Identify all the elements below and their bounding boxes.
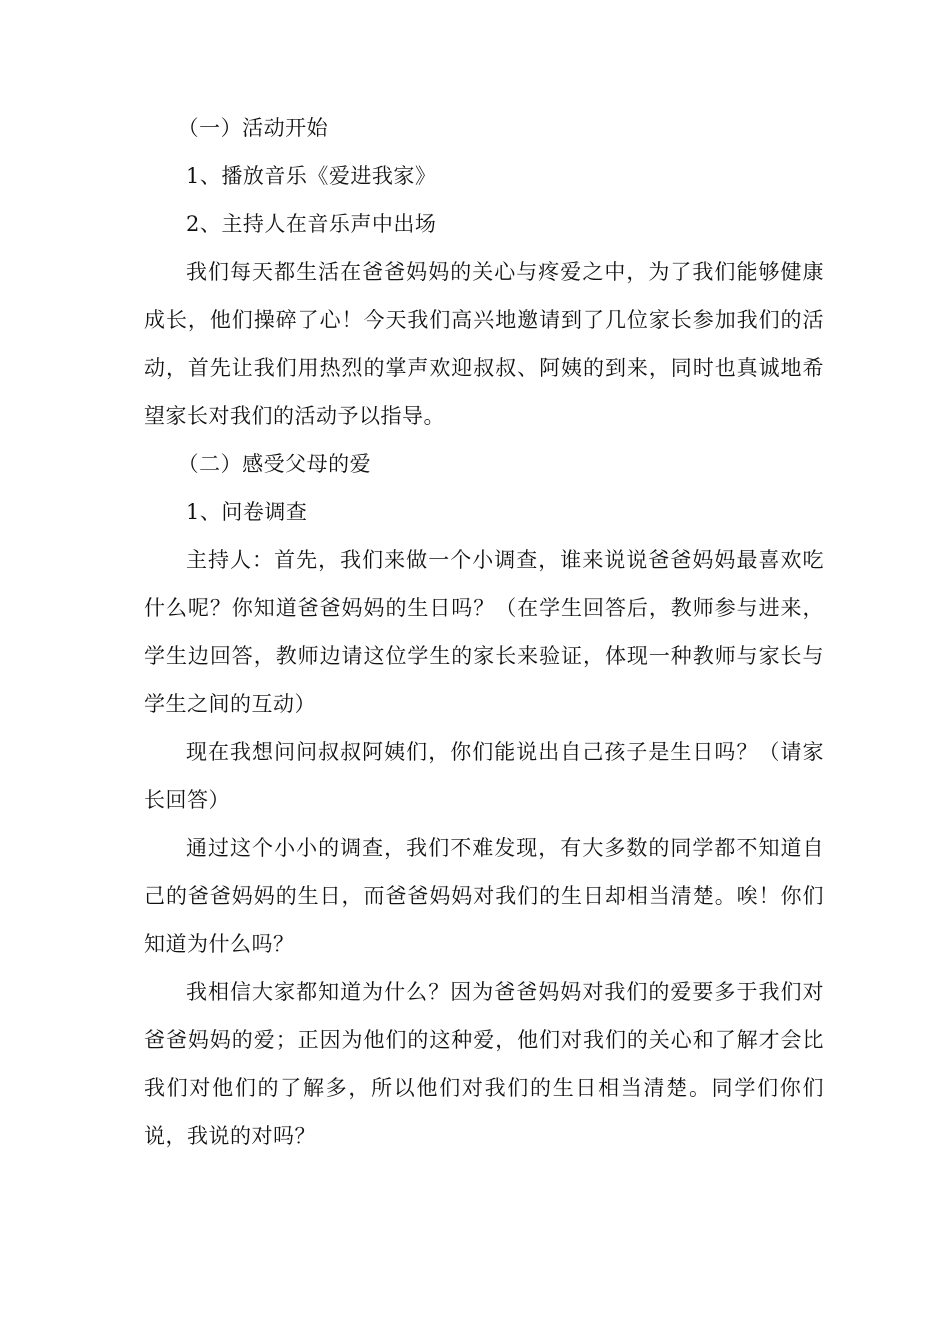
section-heading-feel-parents-love: （二）感受父母的爱 xyxy=(177,452,372,476)
paragraph-reason: 我相信大家都知道为什么？因为爸爸妈妈对我们的爱要多于我们对爸爸妈妈的爱；正因为他们的这种爱，他们对我们的关心和了解才会比我们对他们的了解多，所以他们对我们的生日相当清楚。同学们你们说，我说的对吗？ xyxy=(144,980,824,1148)
step-questionnaire: 1、问卷调查 xyxy=(186,500,308,524)
step-play-music: 1、播放音乐《爱进我家》 xyxy=(186,164,437,188)
paragraph-welcome: 我们每天都生活在爸爸妈妈的关心与疼爱之中，为了我们能够健康成长，他们操碎了心！今天我们高兴地邀请到了几位家长参加我们的活动，首先让我们用热烈的掌声欢迎叔叔、阿姨的到来，同时也真诚地希望家长对我们的活动予以指导。 xyxy=(144,260,824,428)
paragraph-host-survey: 主持人：首先，我们来做一个小调查，谁来说说爸爸妈妈最喜欢吃什么呢？你知道爸爸妈妈的生日吗？（在学生回答后，教师参与进来，学生边回答，教师边请这位学生的家长来验证，体现一种教师与家长与学生之间的互动） xyxy=(144,548,824,716)
section-heading-activity-start: （一）活动开始 xyxy=(177,116,329,140)
paragraph-ask-parents: 现在我想问问叔叔阿姨们，你们能说出自己孩子是生日吗？（请家长回答） xyxy=(144,740,824,812)
document-page xyxy=(144,104,824,1160)
paragraph-survey-result: 通过这个小小的调查，我们不难发现，有大多数的同学都不知道自己的爸爸妈妈的生日，而爸爸妈妈对我们的生日却相当清楚。唉！你们知道为什么吗？ xyxy=(144,836,824,956)
step-host-enters: 2、主持人在音乐声中出场 xyxy=(186,212,437,236)
